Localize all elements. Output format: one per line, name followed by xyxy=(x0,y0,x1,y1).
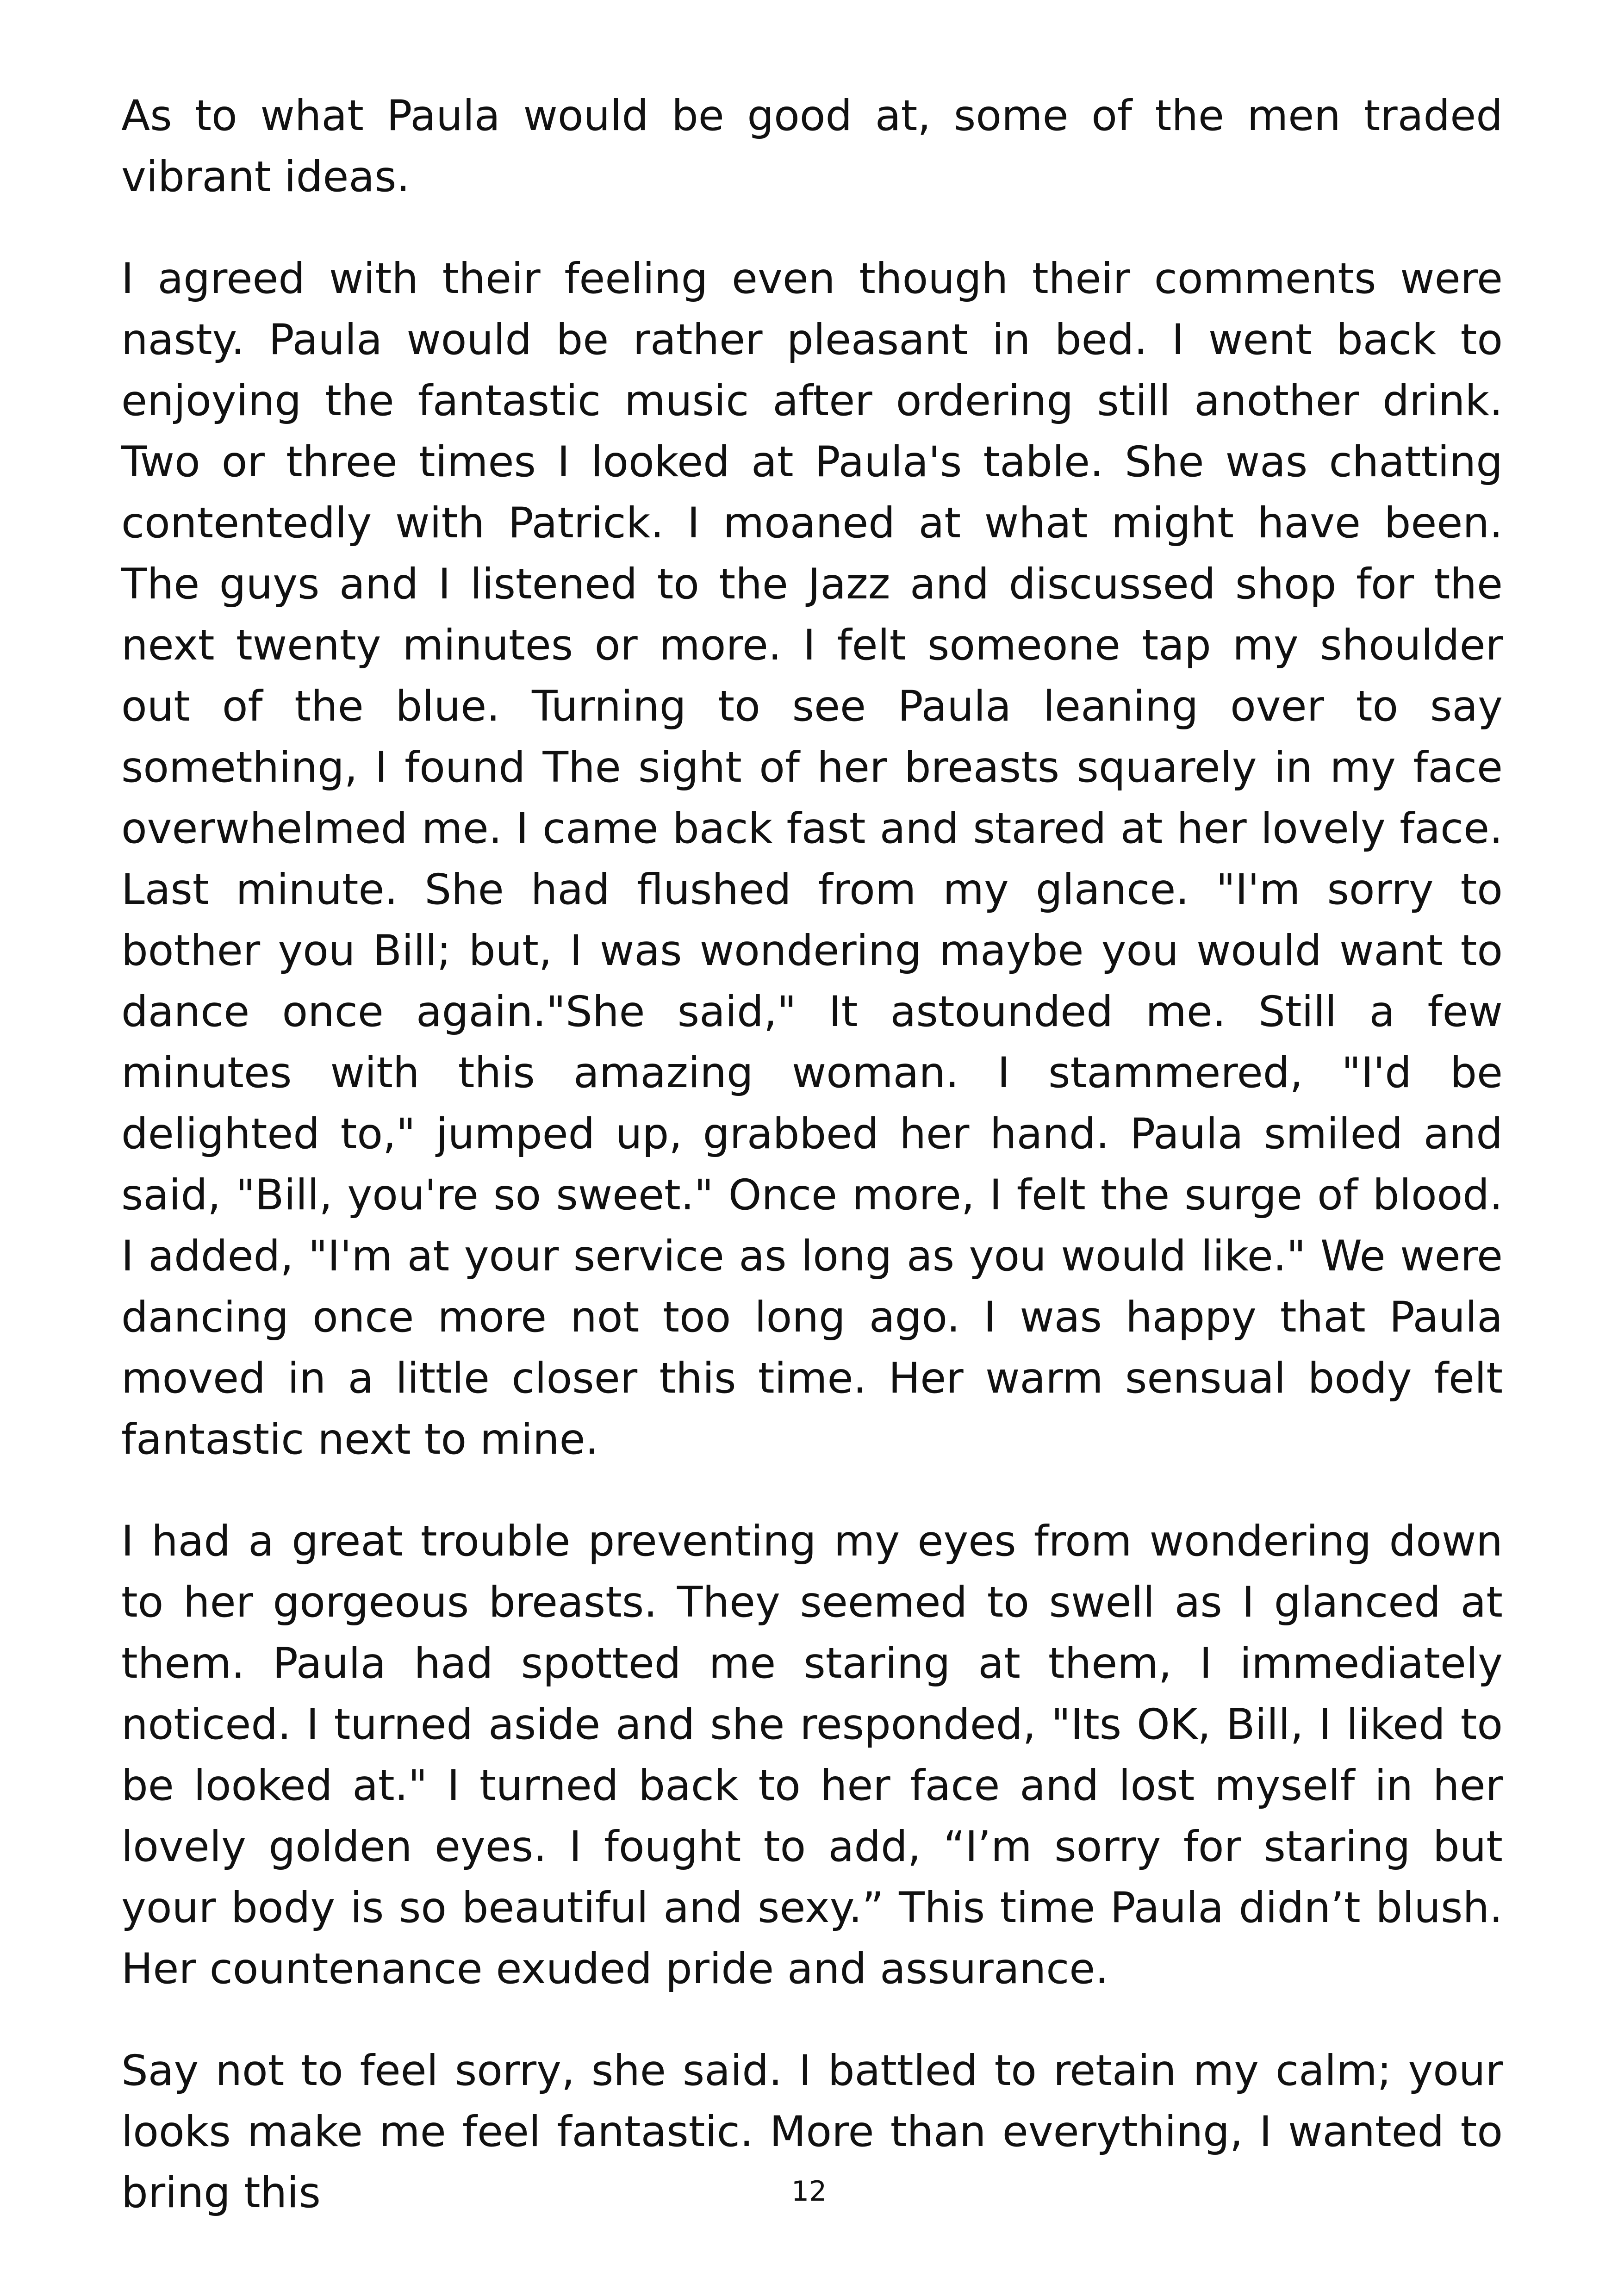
paragraph-3: I had a great trouble preventing my eyes from wondering down to her gorgeous breasts. They seemed to swell as I glanced at them. Paula had spotted me staring at them, I immediately noticed. I turned aside and she responded, "Its OK, Bill, I liked to be looked at." I turned back to her face and lost myself in her lovely golden eyes. I fought to add, “I’m sorry for staring but your body is so beautiful and sexy.” This time Paula didn’t blush. Her countenance exuded pride and assurance. xyxy=(121,1517,1503,1993)
paragraph-1: As to what Paula would be good at, some of the men traded vibrant ideas. xyxy=(121,92,1503,201)
page-number: 12 xyxy=(791,2175,827,2208)
paragraph-2: I agreed with their feeling even though their comments were nasty. Paula would be rather pleasant in bed. I went back to enjoying the fantastic music after ordering still another drink. Two or three times I looked at Paula's table. She was chatting contentedly with Patrick. I moaned at what might have been. The guys and I listened to the Jazz and discussed shop for the next twenty minutes or more. I felt someone tap my shoulder out of the blue. Turning to see Paula leaning over to say something, I found The sight of her breasts squarely in my face overwhelmed me. I came back fast and stared at her lovely face. Last minute. She had flushed from my glance. "I'm sorry to bother you Bill; but, I was wondering maybe you would want to dance once again."She said," It astounded me. Still a few minutes with this amazing woman. I stammered, "I'd be delighted to," jumped up, grabbed her hand. Paula smiled and said, "Bill, you're so sweet." Once more, I felt the surge of blood. I added, "I'm at your service as long as you would like." We were dancing once more not too long ago. I was happy that Paula moved in a little closer this time. Her warm sensual body felt fantastic next to mine. xyxy=(121,255,1503,1464)
body-text xyxy=(121,86,1503,2224)
paragraph-4: Say not to feel sorry, she said. I battled to retain my calm; your looks make me feel fantastic. More than everything, I wanted to bring this xyxy=(121,2047,1503,2217)
